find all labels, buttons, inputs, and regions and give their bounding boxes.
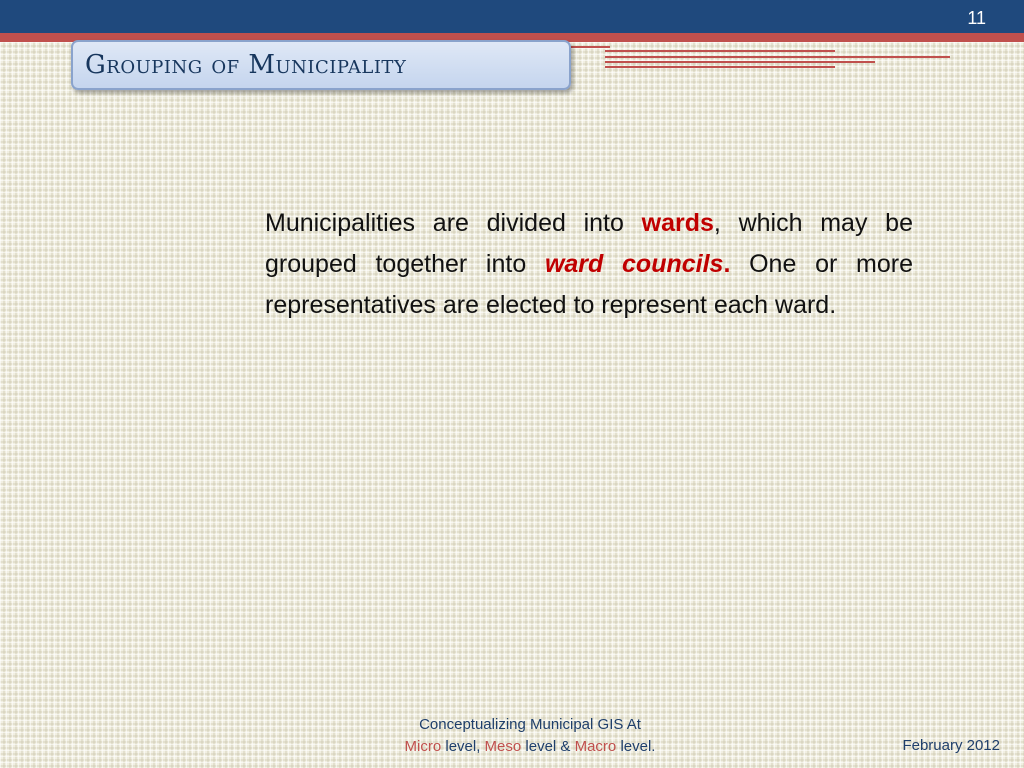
footer-sep-2: level & (521, 738, 575, 755)
footer-line-2 (365, 736, 695, 758)
accent-line (605, 66, 835, 68)
slide-title: Grouping of Municipality (85, 50, 407, 80)
keyword-wards: wards (641, 209, 714, 237)
body-text-2: , which may be grouped together into (265, 209, 913, 278)
header-bar (0, 0, 1024, 33)
footer-meso: Meso (484, 738, 522, 755)
body-text-3: One or more representatives are elected to represent each ward. (265, 250, 913, 319)
footer-caption (365, 714, 695, 758)
slide-number: 11 (967, 8, 986, 28)
body-text-period: . (723, 250, 731, 278)
keyword-ward-councils: ward councils (544, 250, 724, 278)
title-box (71, 40, 571, 90)
footer-sep-3: level. (616, 738, 656, 755)
accent-line (605, 50, 835, 52)
body-paragraph (265, 203, 913, 326)
footer-micro: Micro (404, 738, 442, 755)
body-text-1: Municipalities are divided into (265, 209, 642, 237)
footer-line-1: Conceptualizing Municipal GIS At (419, 716, 641, 733)
accent-line (605, 56, 950, 58)
footer-sep-1: level, (441, 738, 485, 755)
accent-line (605, 61, 875, 63)
accent-line (570, 46, 610, 48)
footer-date: February 2012 (902, 737, 1000, 754)
footer-macro: Macro (574, 738, 617, 755)
